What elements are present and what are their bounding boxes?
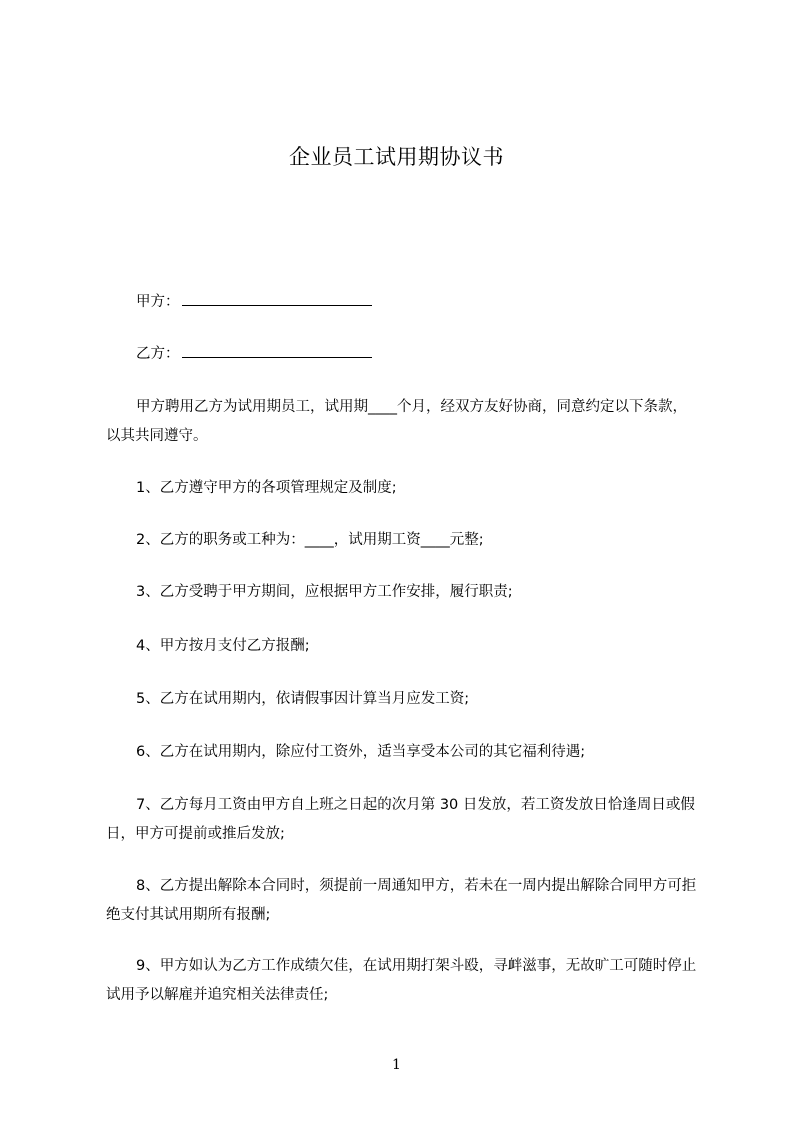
- clause-3: 3、乙方受聘于甲方期间，应根据甲方工作安排，履行职责;: [136, 584, 513, 600]
- clause-5: 5、乙方在试用期内，依请假事因计算当月应发工资;: [136, 691, 470, 707]
- page-number: 1: [392, 1057, 401, 1073]
- party-b-label: 乙方：: [136, 346, 180, 362]
- clause-2: 2、乙方的职务或工种为：____，试用期工资____元整;: [136, 532, 484, 548]
- clause-6: 6、乙方在试用期内，除应付工资外，适当享受本公司的其它福利待遇;: [136, 744, 586, 760]
- party-a-line: [136, 288, 730, 317]
- document-title: 企业员工试用期协议书: [289, 145, 504, 169]
- party-b-blank: [182, 343, 372, 358]
- party-a-label: 甲方：: [136, 294, 180, 310]
- party-b-line: [136, 340, 730, 369]
- clause-7: 7、乙方每月工资由甲方自上班之日起的次月第 30 日发放，若工资发放日恰逢周日或假日，甲方可提前或推后发放;: [106, 797, 695, 842]
- clause-9: 9、甲方如认为乙方工作成绩欠佳，在试用期打架斗殴，寻衅滋事，无故旷工可随时停止试用予以解雇并追究相关法律责任;: [106, 958, 697, 1003]
- clause-4: 4、甲方按月支付乙方报酬;: [136, 638, 310, 654]
- clause-1: 1、乙方遵守甲方的各项管理规定及制度;: [136, 480, 397, 496]
- party-a-blank: [182, 291, 372, 306]
- clause-8: 8、乙方提出解除本合同时，须提前一周通知甲方，若未在一周内提出解除合同甲方可拒绝支付其试用期所有报酬;: [106, 878, 697, 923]
- intro-paragraph: 甲方聘用乙方为试用期员工，试用期____个月，经双方友好协商，同意约定以下条款，以其共同遵守。: [106, 399, 687, 444]
